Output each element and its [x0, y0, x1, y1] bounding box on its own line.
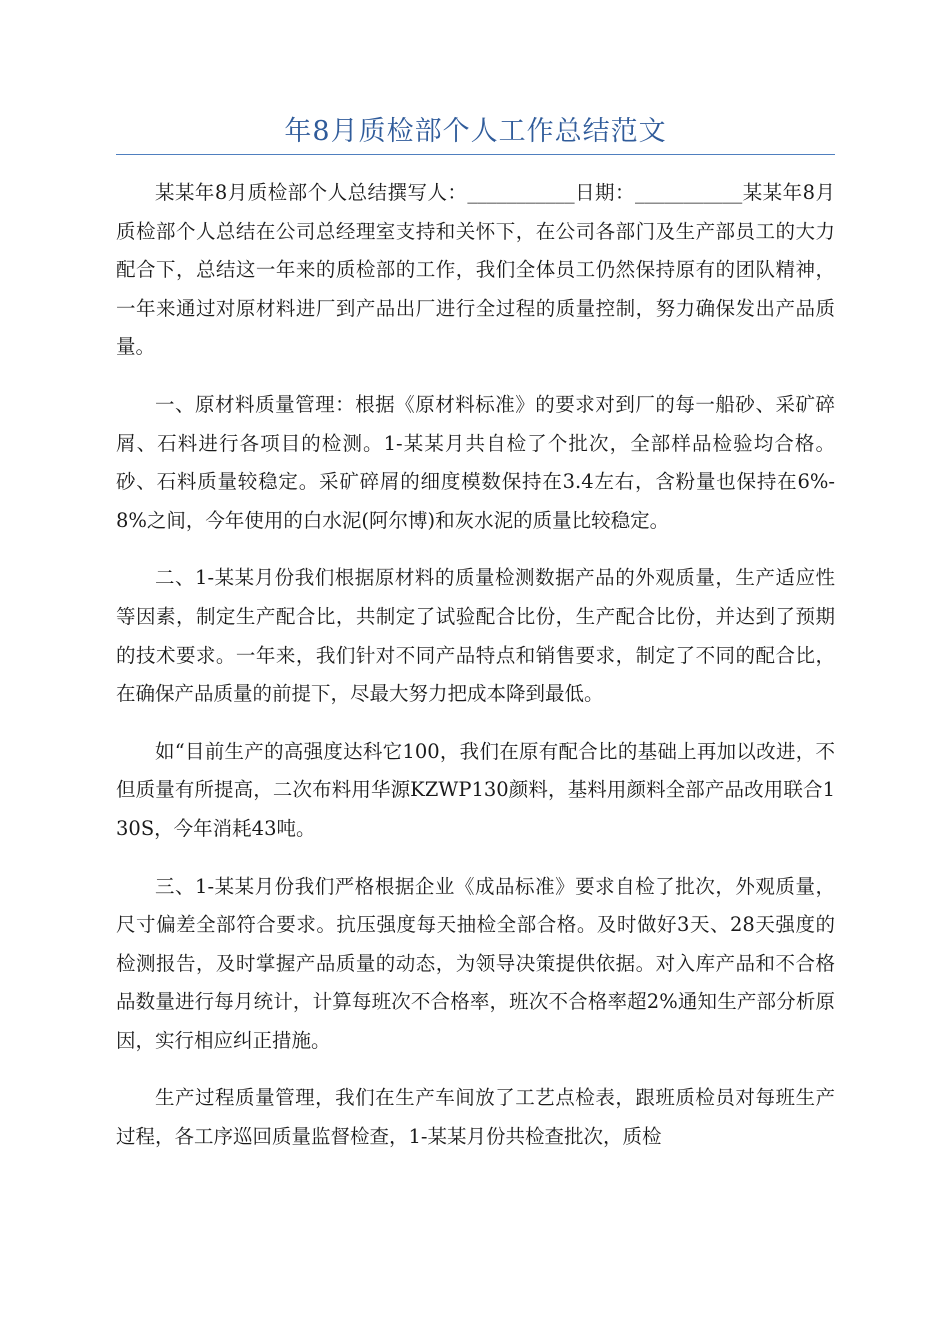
paragraph-intro: 某某年8月质检部个人总结撰写人：___________日期：___________某某年8月质检部个人总结在公司总经理室支持和关怀下，在公司各部门及生产部员工的大力配合下，总结这一年来的质检部的工作，我们全体员工仍然保持原有的团队精神，一年来通过对原材料进厂到产品出厂进行全过程的质量控制，努力确保发出产品质量。: [116, 181, 835, 359]
document-body: [116, 174, 835, 1176]
paragraph-process-control: 生产过程质量管理，我们在生产车间放了工艺点检表，跟班质检员对每班生产过程，各工序巡回质量监督检查，1-某某月份共检查批次，质检: [116, 1086, 835, 1149]
paragraph-example: 如“目前生产的高强度达科它100，我们在原有配合比的基础上再加以改进，不但质量有所提高，二次布料用华源KZWP130颜料，基料用颜料全部产品改用联合130S，今年消耗43吨。: [116, 739, 835, 840]
paragraph-raw-materials: 一、原材料质量管理：根据《原材料标准》的要求对到厂的每一船砂、采矿碎屑、石料进行各项目的检测。1-某某月共自检了个批次，全部样品检验均合格。砂、石料质量较稳定。采矿碎屑的细度模数保持在3.4左右，含粉量也保持在6%-8%之间，今年使用的白水泥(阿尔博)和灰水泥的质量比较稳定。: [116, 392, 835, 532]
paragraph-finished-products: 三、1-某某月份我们严格根据企业《成品标准》要求自检了批次，外观质量，尺寸偏差全部符合要求。抗压强度每天抽检全部合格。及时做好3天、28天强度的检测报告，及时掌握产品质量的动态，为领导决策提供依据。对入库产品和不合格品数量进行每月统计，计算每班次不合格率，班次不合格率超2%通知生产部分析原因，实行相应纠正措施。: [116, 874, 835, 1052]
title-underline: [116, 154, 835, 155]
document-title: 年8月质检部个人工作总结范文: [284, 116, 667, 147]
paragraph-mix-ratio: 二、1-某某月份我们根据原材料的质量检测数据产品的外观质量，生产适应性等因素，制定生产配合比，共制定了试验配合比份，生产配合比份，并达到了预期的技术要求。一年来，我们针对不同产品特点和销售要求，制定了不同的配合比，在确保产品质量的前提下，尽最大努力把成本降到最低。: [116, 566, 835, 706]
